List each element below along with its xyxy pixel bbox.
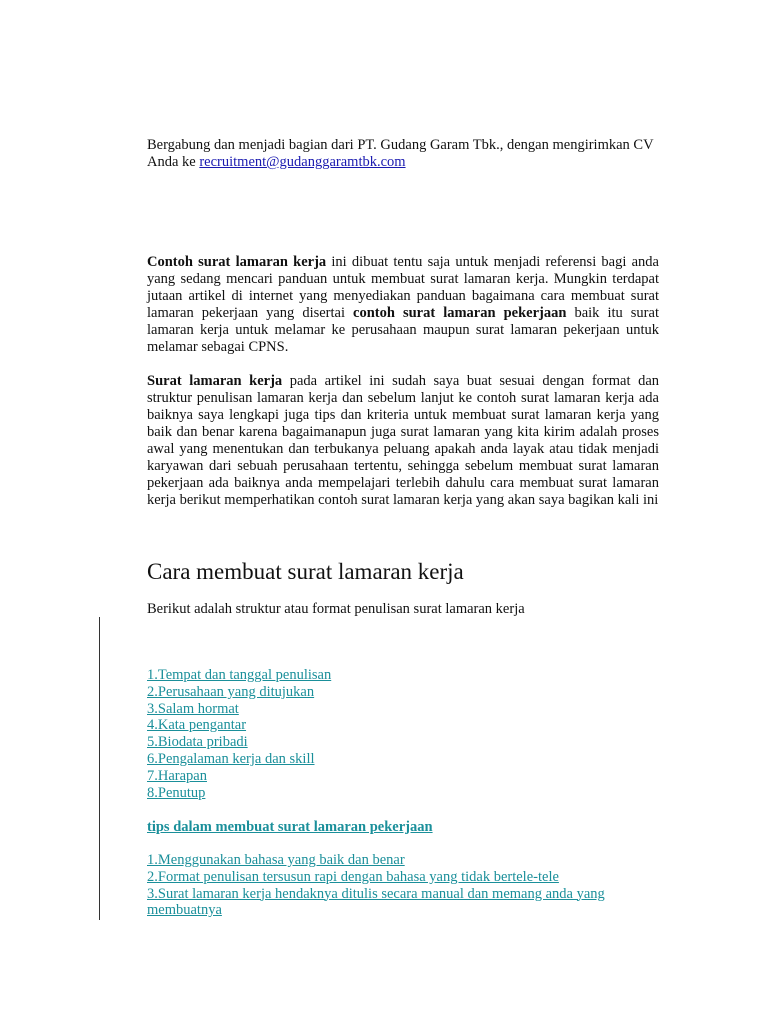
recruitment-email-link[interactable]: recruitment@gudanggaramtbk.com	[199, 154, 406, 170]
structure-intro-line: Berikut adalah struktur atau format penulisan surat lamaran kerja	[147, 601, 525, 617]
tips-item[interactable]: 2.Format penulisan tersusun rapi dengan bahasa yang tidak bertele-tele	[147, 868, 559, 885]
structure-item[interactable]: 2.Perusahaan yang ditujukan	[147, 683, 315, 700]
structure-item[interactable]: 7.Harapan	[147, 767, 207, 784]
structure-item[interactable]: 3.Salam hormat	[147, 700, 239, 717]
intro-text: Bergabung dan menjadi bagian dari PT. Gudang Garam Tbk., dengan mengirimkan CV Anda ke	[147, 137, 654, 170]
tips-list	[147, 852, 659, 919]
structure-item[interactable]: 8.Penutup	[147, 784, 206, 801]
margin-bar	[99, 617, 100, 920]
intro-paragraph	[147, 137, 659, 171]
bold-contoh-surat-lamaran-kerja: Contoh surat lamaran kerja	[147, 254, 327, 270]
structure-list	[147, 667, 331, 801]
paragraph1-text2: baik itu surat lamaran kerja untuk melamar ke perusahaan maupun surat lamaran pekerjaan untuk melamar sebagai CPNS.	[147, 305, 659, 355]
paragraph-contoh-surat	[147, 254, 659, 356]
structure-item[interactable]: 5.Biodata pribadi	[147, 734, 248, 751]
structure-item[interactable]: 4.Kata pengantar	[147, 717, 247, 734]
bold-surat-lamaran-kerja: Surat lamaran kerja	[147, 373, 283, 389]
paragraph-surat-lamaran	[147, 373, 659, 509]
structure-item[interactable]: 1.Tempat dan tanggal penulisan	[147, 667, 332, 683]
tips-item[interactable]: 1.Menggunakan bahasa yang baik dan benar	[147, 852, 405, 868]
paragraph1-text1: ini dibuat tentu saja untuk menjadi referensi bagi anda yang sedang mencari panduan untuk membuat surat lamaran kerja. Mungkin terdapat jutaan artikel di internet yang menyediakan panduan bagaimana cara membuat surat lamaran pekerjaan yang disertai	[147, 254, 659, 321]
tips-item[interactable]: 3.Surat lamaran kerja hendaknya ditulis secara manual dan memang anda yang membuatnya	[147, 885, 605, 919]
bold-contoh-surat-lamaran-pekerjaan: contoh surat lamaran pekerjaan	[353, 305, 567, 321]
tips-heading-link[interactable]: tips dalam membuat surat lamaran pekerjaan	[147, 819, 433, 835]
structure-item[interactable]: 6.Pengalaman kerja dan skill	[147, 750, 315, 767]
paragraph2-text: pada artikel ini sudah saya buat sesuai dengan format dan struktur penulisan lamaran kerja dan sebelum lanjut ke contoh surat lamaran kerja ada baiknya saya lengkapi juga tips dan kriteria untuk membuat surat lamaran kerja yang baik dan benar karena bagaimanapun juga surat lamaran yang kita kirim adalah proses awal yang menentukan dan terbukanya peluang apakah anda layak atau tidak menjadi karyawan dari sebuah perusahaan tertentu, sehingga sebelum membuat surat lamaran pekerjaan ada baiknya anda mempelajari terlebih dahulu cara membuat surat lamaran kerja berikut memperhatikan contoh surat lamaran kerja yang akan saya bagikan kali ini	[147, 373, 659, 508]
section-heading: Cara membuat surat lamaran kerja	[147, 559, 464, 584]
